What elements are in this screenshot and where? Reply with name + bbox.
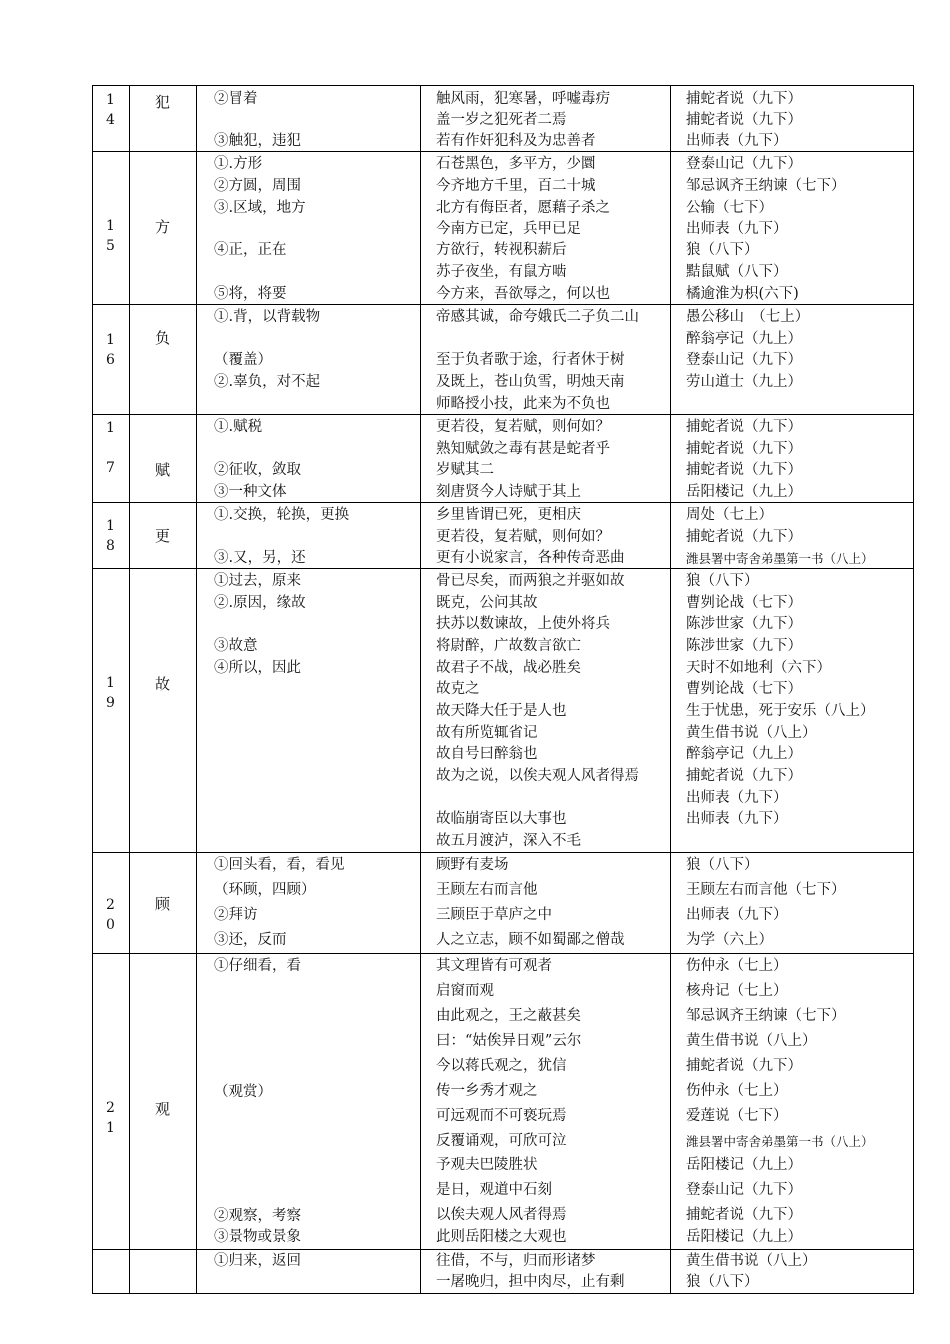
table-row: [92, 304, 913, 414]
row-number: 1 9: [106, 675, 115, 711]
example-sentence: 岁赋其二: [436, 462, 494, 478]
row-number: 1 4: [106, 92, 115, 128]
example-sentence: 此则岳阳楼之大观也: [436, 1229, 567, 1245]
example-sentence: 是日，观道中石刻: [436, 1182, 552, 1198]
example-sentence: 故五月渡泸，深入不毛: [436, 833, 581, 849]
source: 捕蛇者说（九下）: [686, 1058, 802, 1074]
headword: 顾: [154, 895, 170, 913]
meaning: ③.区域，地方: [214, 200, 306, 216]
meaning: ②观察，考察: [214, 1208, 301, 1224]
source: 伤仲永（七上）: [686, 1083, 788, 1099]
source: 出师表（九下）: [686, 811, 788, 827]
meaning: ①.赋税: [214, 419, 263, 435]
example-sentence: 熟知赋敛之毒有甚是蛇者乎: [436, 441, 610, 457]
meaning: ②征收，敛取: [214, 462, 301, 478]
source: 登泰山记（九下）: [686, 156, 802, 172]
example-sentence: 若有作奸犯科及为忠善者: [436, 133, 596, 149]
headword: 故: [154, 675, 170, 693]
example-sentence: 骨已尽矣，而两狼之并驱如故: [436, 573, 625, 589]
table-row: [92, 568, 913, 852]
source: 狼（八下）: [686, 573, 759, 589]
source: 醉翁亭记（九上）: [686, 746, 802, 762]
headword: 负: [154, 329, 170, 347]
table-row: [92, 502, 913, 568]
example-sentence: 故君子不战，战必胜矣: [436, 660, 581, 676]
source: 潍县署中寄舍弟墨第一书（八上）: [686, 551, 874, 566]
example-sentence: 故克之: [436, 681, 480, 697]
meaning: ①回头看，看，看见: [214, 857, 345, 873]
example-sentence: 盖一岁之犯死者二焉: [436, 112, 567, 128]
example-sentence: 今南方已定，兵甲已足: [436, 221, 581, 237]
example-sentence: 今以蒋氏观之，犹信: [436, 1058, 567, 1074]
meaning: （覆盖）: [214, 352, 272, 368]
example-sentence: 顾野有麦场: [436, 857, 509, 873]
source: 爱莲说（七下）: [686, 1108, 788, 1124]
headword: 赋: [154, 461, 170, 479]
meaning: ①仔细看，看: [214, 958, 301, 974]
example-sentence: 反覆诵观，可欣可泣: [436, 1133, 567, 1149]
example-sentence: 更有小说家言，各种传奇恶曲: [436, 550, 625, 566]
source: 登泰山记（九下）: [686, 352, 802, 368]
meaning: ⑤将，将要: [214, 286, 287, 302]
example-sentence: 扶苏以数谏故，上使外将兵: [436, 616, 610, 632]
meaning: ③还，反而: [214, 932, 287, 948]
source: 捕蛇者说（九下）: [686, 112, 802, 128]
table-row: [92, 85, 913, 151]
source: 陈涉世家（九下）: [686, 638, 802, 654]
source: 出师表（九下）: [686, 221, 788, 237]
source: 潍县署中寄舍弟墨第一书（八上）: [686, 1134, 874, 1149]
source: 出师表（九下）: [686, 790, 788, 806]
example-sentence: 今齐地方千里，百二十城: [436, 178, 596, 194]
source: 捕蛇者说（九下）: [686, 441, 802, 457]
example-sentence: 以俟夫观人风者得焉: [436, 1207, 567, 1223]
source: 岳阳楼记（九上）: [686, 484, 802, 500]
meaning: ③.又，另，还: [214, 550, 306, 566]
example-sentence: 往借，不与，归而形诸梦: [436, 1253, 596, 1269]
source: 伤仲永（七上）: [686, 958, 788, 974]
example-sentence: 故天降大任于是人也: [436, 703, 567, 719]
example-sentence: 人之立志，顾不如蜀鄙之僧哉: [436, 932, 625, 948]
table-row: [92, 953, 913, 1249]
meaning: ①.交换，轮换，更换: [214, 507, 350, 523]
source: 登泰山记（九下）: [686, 1182, 802, 1198]
source: 愚公移山 （七上）: [686, 309, 810, 325]
source: 为学（六上）: [686, 932, 773, 948]
example-sentence: 至于负者歌于途，行者休于树: [436, 352, 625, 368]
example-sentence: 故临崩寄臣以大事也: [436, 811, 567, 827]
source: 出师表（九下）: [686, 133, 788, 149]
row-number: 1 8: [106, 518, 115, 554]
source: 邹忌讽齐王纳谏（七下）: [686, 178, 846, 194]
meaning: ②方圆，周围: [214, 178, 301, 194]
example-sentence: 及既上，苍山负雪，明烛天南: [436, 374, 625, 390]
headword: 方: [154, 218, 170, 236]
source: 捕蛇者说（九下）: [686, 419, 802, 435]
example-sentence: 触风雨，犯寒暑，呼嘘毒疠: [436, 91, 610, 107]
source: 王顾左右而言他（七下）: [686, 882, 846, 898]
source: 捕蛇者说（九下）: [686, 1207, 802, 1223]
example-sentence: 方欲行，转视积薪后: [436, 242, 567, 258]
source: 捕蛇者说（九下）: [686, 529, 802, 545]
example-sentence: 可远观而不可亵玩焉: [436, 1108, 567, 1124]
example-sentence: 启窗而观: [436, 983, 494, 999]
column-divider-right: [913, 85, 914, 1294]
row-number: 2 0: [106, 897, 115, 933]
headword: 更: [154, 527, 170, 545]
example-sentence: 故自号曰醉翁也: [436, 746, 538, 762]
source: 曹刿论战（七下）: [686, 681, 802, 697]
headword: 观: [154, 1100, 170, 1118]
meaning: ①.方形: [214, 156, 263, 172]
example-sentence: 今方来，吾欲辱之，何以也: [436, 286, 610, 302]
source: 岳阳楼记（九上）: [686, 1229, 802, 1245]
meaning: ①过去，原来: [214, 573, 301, 589]
meaning: （环顾，四顾）: [214, 882, 316, 898]
source: 橘逾淮为枳(六下): [686, 286, 799, 302]
source: 狼（八下）: [686, 857, 759, 873]
meaning: ②.辜负，对不起: [214, 374, 321, 390]
example-sentence: 一屠晚归，担中肉尽，止有剩: [436, 1274, 625, 1290]
source: 曹刿论战（七下）: [686, 595, 802, 611]
source: 黄生借书说（八上）: [686, 1253, 817, 1269]
row-number: 1 7: [106, 420, 115, 476]
source: 核舟记（七上）: [686, 983, 788, 999]
example-sentence: 曰：“姑俟异日观”云尔: [436, 1033, 582, 1049]
example-sentence: 师略授小技，此来为不负也: [436, 396, 610, 412]
meaning: ③故意: [214, 638, 258, 654]
source: 捕蛇者说（九下）: [686, 91, 802, 107]
meaning: ①归来，返回: [214, 1253, 301, 1269]
meaning: ③触犯，违犯: [214, 133, 301, 149]
example-sentence: 刻唐贤今人诗赋于其上: [436, 484, 581, 500]
source: 狼（八下）: [686, 242, 759, 258]
source: 公输（七下）: [686, 200, 773, 216]
source: 捕蛇者说（九下）: [686, 768, 802, 784]
example-sentence: 三顾臣于草庐之中: [436, 907, 552, 923]
meaning: ①.背，以背载物: [214, 309, 321, 325]
example-sentence: 北方有侮臣者，愿藉子杀之: [436, 200, 610, 216]
example-sentence: 苏子夜坐，有鼠方啮: [436, 264, 567, 280]
meaning: （观赏）: [214, 1084, 272, 1100]
source: 天时不如地利（六下）: [686, 660, 831, 676]
source: 黄生借书说（八上）: [686, 725, 817, 741]
source: 出师表（九下）: [686, 907, 788, 923]
source: 周处（七上）: [686, 507, 773, 523]
row-number: 2 1: [106, 1100, 115, 1136]
meaning: ②冒着: [214, 91, 258, 107]
row-number: 1 6: [106, 332, 115, 368]
meaning: ③一种文体: [214, 484, 287, 500]
example-sentence: 帝感其诚，命夸娥氏二子负二山: [436, 309, 639, 325]
example-sentence: 乡里皆谓已死，更相庆: [436, 507, 581, 523]
example-sentence: 故有所览辄省记: [436, 725, 538, 741]
source: 岳阳楼记（九上）: [686, 1157, 802, 1173]
table-row: [92, 414, 913, 502]
table-row: [92, 151, 913, 304]
meaning: ②.原因，缘故: [214, 595, 306, 611]
example-sentence: 其文理皆有可观者: [436, 958, 552, 974]
example-sentence: 更若役，复若赋，则何如？: [436, 419, 610, 435]
meaning: ③景物或景象: [214, 1229, 301, 1245]
table-row: [92, 852, 913, 953]
source: 劳山道士（九上）: [686, 374, 802, 390]
source: 捕蛇者说（九下）: [686, 462, 802, 478]
example-sentence: 由此观之，王之蔽甚矣: [436, 1008, 581, 1024]
table-row: [92, 1249, 913, 1294]
meaning: ④正，正在: [214, 242, 287, 258]
source: 黄生借书说（八上）: [686, 1033, 817, 1049]
example-sentence: 将尉醉，广故数言欲亡: [436, 638, 581, 654]
source: 狼（八下）: [686, 1274, 759, 1290]
meaning: ②拜访: [214, 907, 258, 923]
source: 醉翁亭记（九上）: [686, 331, 802, 347]
example-sentence: 予观夫巴陵胜状: [436, 1157, 538, 1173]
source: 生于忧患，死于安乐（八上）: [686, 703, 875, 719]
example-sentence: 故为之说，以俟夫观人风者得焉: [436, 768, 639, 784]
example-sentence: 石苍黑色，多平方，少圜: [436, 156, 596, 172]
example-sentence: 传一乡秀才观之: [436, 1083, 538, 1099]
headword: 犯: [154, 93, 170, 111]
table-bottom-border: [92, 1293, 914, 1294]
row-number: 1 5: [106, 218, 115, 254]
source: 邹忌讽齐王纳谏（七下）: [686, 1008, 846, 1024]
meaning: ④所以，因此: [214, 660, 301, 676]
example-sentence: 王顾左右而言他: [436, 882, 538, 898]
example-sentence: 更若役，复若赋，则何如？: [436, 529, 610, 545]
source: 黠鼠赋（八下）: [686, 264, 788, 280]
source: 陈涉世家（九下）: [686, 616, 802, 632]
example-sentence: 既克，公问其故: [436, 595, 538, 611]
